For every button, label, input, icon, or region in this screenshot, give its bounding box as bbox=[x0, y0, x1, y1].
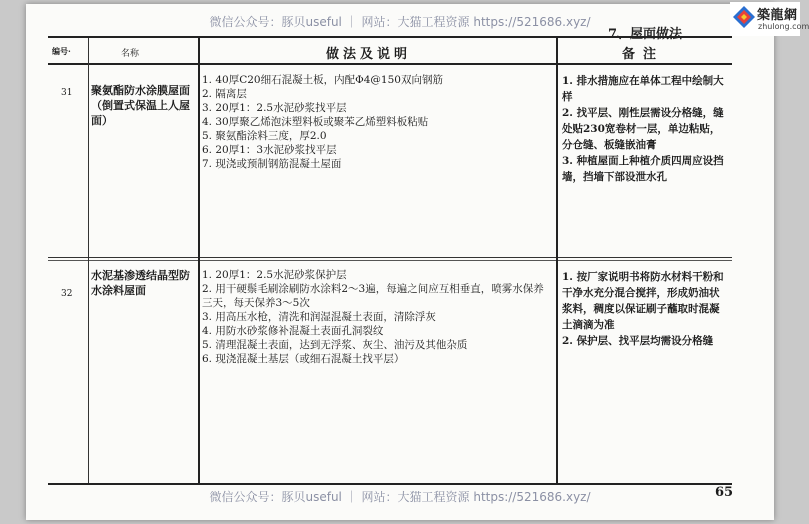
column-divider-name bbox=[198, 38, 200, 483]
watermark-bottom: 微信公众号：豚贝useful ｜ 网站：大猫工程资源 https://521686.xyz/ bbox=[209, 490, 591, 504]
logo-name: 築龍網 bbox=[757, 8, 798, 23]
method-step: 7. 现浇或预制钢筋混凝土屋面 bbox=[202, 158, 342, 170]
logo-url: zhulong.com bbox=[758, 22, 809, 31]
site-logo bbox=[730, 2, 809, 36]
method-list bbox=[202, 73, 552, 171]
section-title: 7、屋面做法 bbox=[608, 27, 683, 42]
logo-icon bbox=[733, 6, 755, 28]
remark-text: 1. 排水措施应在单体工程中绘制大样 2. 找平层、刚性层需设分格缝，缝处贴230宽卷材一层，单边粘贴，分仓缝、板缝嵌油膏 3. 种植屋面上种植介质四周应设挡墙，挡墙下部设泄水孔 bbox=[562, 75, 724, 183]
column-divider-number bbox=[88, 38, 89, 483]
row-number: 31 bbox=[61, 88, 73, 98]
method-step: 2. 隔离层 bbox=[202, 88, 247, 100]
row-name: 聚氨酯防水涂膜屋面（倒置式保温上人屋面） bbox=[91, 84, 190, 127]
method-step: 1. 40厚C20细石混凝土板，内配Φ4@150双向钢筋 bbox=[202, 74, 443, 86]
watermark-top: 微信公众号：豚贝useful ｜ 网站：大猫工程资源 https://521686.xyz/ bbox=[209, 15, 591, 29]
header-name: 名称 bbox=[121, 49, 140, 59]
method-list bbox=[202, 268, 552, 366]
method-step: 3. 20厚1：2.5水泥砂浆找平层 bbox=[202, 102, 347, 114]
header-remark: 备注 bbox=[622, 47, 665, 62]
method-step: 5. 聚氨酯涂料三度，厚2.0 bbox=[202, 130, 327, 142]
header-rule bbox=[48, 63, 732, 65]
method-step: 3. 用高压水枪，清洗和润湿混凝土表面，清除浮灰 bbox=[202, 311, 436, 323]
method-step: 2. 用干硬鬃毛刷涂刷防水涂料2～3遍，每遍之间应互相垂直，喷雾水保养三天，每天保养3～5次 bbox=[202, 283, 544, 309]
row-divider-second bbox=[48, 260, 732, 261]
header-method: 做法及说明 bbox=[326, 47, 412, 62]
method-step: 6. 现浇混凝土基层（或细石混凝土找平层） bbox=[202, 353, 405, 365]
row-number: 32 bbox=[61, 289, 73, 299]
method-step: 1. 20厚1：2.5水泥砂浆保护层 bbox=[202, 269, 347, 281]
column-divider-method bbox=[556, 38, 558, 483]
header-code: 编号· bbox=[52, 46, 71, 56]
remark-text: 1. 按厂家说明书将防水材料干粉和干净水充分混合搅拌，形成奶油状浆料，稠度以保证刷子蘸取时混凝土滴滴为准 2. 保护层、找平层均需设分格缝 bbox=[562, 271, 724, 347]
row-name: 水泥基渗透结晶型防水涂料屋面 bbox=[91, 269, 190, 297]
method-step: 5. 清理混凝土表面，达到无浮浆、灰尘、油污及其他杂质 bbox=[202, 339, 468, 351]
method-step: 4. 用防水砂浆修补混凝土表面孔洞裂纹 bbox=[202, 325, 384, 337]
method-step: 4. 30厚聚乙烯泡沫塑料板或聚苯乙烯塑料板粘贴 bbox=[202, 116, 429, 128]
method-step: 6. 20厚1：3水泥砂浆找平层 bbox=[202, 144, 337, 156]
roof-method-table bbox=[48, 36, 732, 485]
row-divider bbox=[48, 257, 732, 258]
page-number: 65 bbox=[715, 485, 734, 500]
